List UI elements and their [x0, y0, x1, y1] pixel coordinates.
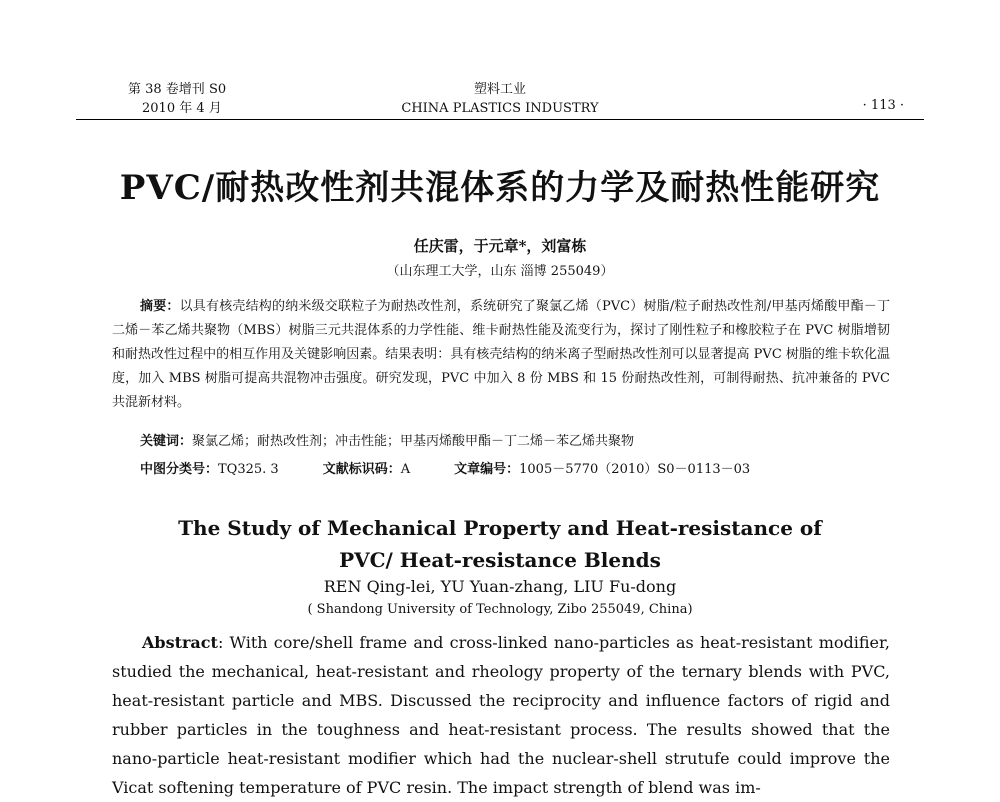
english-abstract-text: : With core/shell frame and cross-linked nano-particles as heat-resistant modifier, studied the mechanical, heat-resistant and rheology property of the ternary blends with PVC, heat-resistant particle and MBS. Discussed the reciprocity and influence factors of rigid and rubber particles in the toughness and heat-resistant process. The results showed that the nano-particle heat-resistant modifier which had the nuclear-shell strutufe could improve the Vicat softening temperature of PVC resin. The impact strength of blend was im-	[112, 633, 890, 797]
english-authors: REN Qing-lei, YU Yuan-zhang, LIU Fu-dong	[323, 577, 677, 596]
header-rule	[76, 119, 924, 120]
article-no-value: 1005－5770（2010）S0－0113－03	[519, 462, 751, 477]
chinese-abstract-text: 以具有核壳结构的纳米级交联粒子为耐热改性剂，系统研究了聚氯乙烯（PVC）树脂/粒子耐热改性剂/甲基丙烯酸甲酯－丁二烯－苯乙烯共聚物（MBS）树脂三元共混体系的力学性能、维卡耐热性能及流变行为，探讨了刚性粒子和橡胶粒子在 PVC 树脂增韧和耐热改性过程中的相互作用及关键影响因素。结果表明：具有核壳结构的纳米离子型耐热改性剂可以显著提高 PVC 树脂的维卡软化温度，加入 MBS 树脂可提高共混物冲击强度。研究发现，PVC 中加入 8 份 MBS 和 15 份耐热改性剂，可制得耐热、抗冲兼备的 PVC 共混新材料。	[112, 299, 890, 410]
english-title-line-2: PVC/ Heat-resistance Blends	[339, 548, 661, 572]
running-header-center	[0, 80, 1000, 118]
chinese-authors: 任庆雷，于元章*，刘富栋	[413, 237, 587, 255]
english-abstract	[112, 628, 890, 802]
english-title	[0, 512, 1000, 576]
journal-name-cn: 塑料工业	[473, 82, 526, 97]
chinese-keywords	[140, 430, 634, 449]
english-affiliation: ( Shandong University of Technology, Zibo 255049, China)	[307, 602, 693, 617]
article-no-label: 文章编号：	[454, 462, 520, 477]
chinese-title: PVC/耐热改性剂共混体系的力学及耐热性能研究	[119, 168, 881, 208]
journal-name-en: CHINA PLASTICS INDUSTRY	[401, 101, 599, 116]
keywords-label: 关键词：	[140, 434, 193, 449]
doc-code-label: 文献标识码：	[322, 462, 401, 477]
clc-label: 中图分类号：	[140, 462, 219, 477]
keywords-text: 聚氯乙烯；耐热改性剂；冲击性能；甲基丙烯酸甲酯－丁二烯－苯乙烯共聚物	[192, 434, 635, 449]
doc-code-value: A	[400, 462, 411, 477]
volume-info: 第 38 卷增刊 S0	[128, 82, 227, 97]
chinese-abstract-label: 摘要：	[140, 299, 180, 314]
classification-line	[140, 458, 750, 477]
english-title-line-1: The Study of Mechanical Property and Heat-resistance of	[178, 516, 822, 540]
english-abstract-label: Abstract	[142, 633, 218, 652]
clc-value: TQ325. 3	[218, 462, 279, 477]
page-number: · 113 ·	[862, 98, 904, 113]
issue-date: 2010 年 4 月	[142, 101, 222, 116]
chinese-affiliation: （山东理工大学，山东 淄博 255049）	[386, 264, 614, 279]
chinese-abstract	[112, 295, 890, 415]
